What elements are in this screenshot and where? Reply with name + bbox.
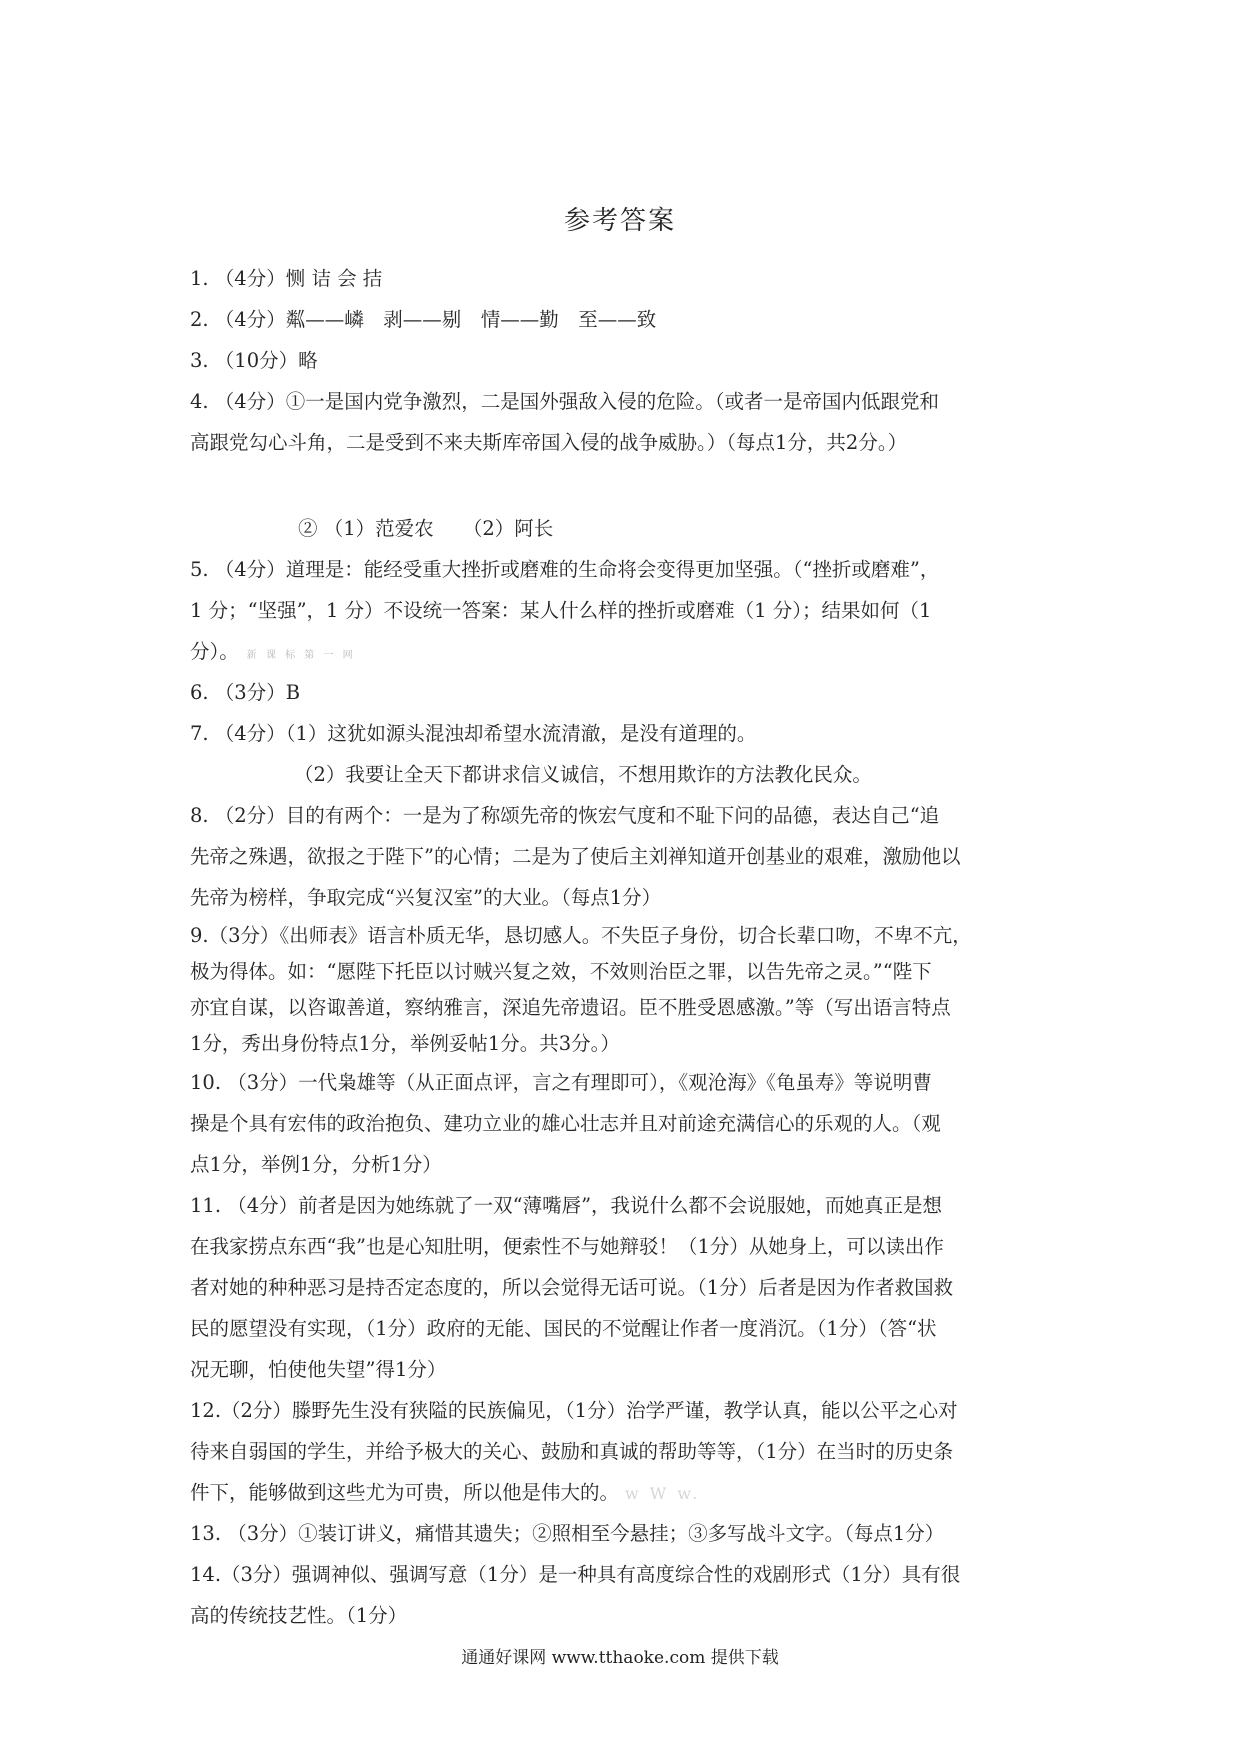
answer-list bbox=[190, 258, 1060, 1636]
answer-5-line-3 bbox=[190, 631, 1060, 672]
answer-8-line-2: 先帝之殊遇，欲报之于陛下”的心情；二是为了使后主刘禅知道开创基业的艰难，激励他以 bbox=[190, 845, 961, 868]
answer-4-line-2: 高跟党勾心斗角，二是受到不来夫斯库帝国入侵的战争威胁。）（每点1分，共2分。） bbox=[190, 431, 908, 454]
answer-5-line-1: 5. （4分）道理是：能经受重大挫折或磨难的生命将会变得更加坚强。（“挫折或磨难”， bbox=[190, 558, 940, 581]
answer-14-line-1: 14.（3分）强调神似、强调写意（1分）是一种具有高度综合性的戏剧形式（1分）具有很 bbox=[190, 1563, 961, 1586]
answer-9-line-1: 9.（3分）《出师表》语言朴质无华，恳切感人。不失臣子身份，切合长辈口吻，不卑不亢， bbox=[190, 924, 972, 947]
answer-2: 2. （4分）粼——嶙 剥——剔 情——勤 至——致 bbox=[190, 308, 657, 331]
answer-7-line-2: （2）我要让全天下都讲求信义诚信，不想用欺诈的方法教化民众。 bbox=[294, 763, 872, 786]
answer-12-line-1: 12.（2分）滕野先生没有狭隘的民族偏见，（1分）治学严谨，教学认真，能以公平之心对 bbox=[190, 1399, 958, 1422]
page-title: 参考答案 bbox=[563, 206, 676, 236]
answer-8-line-3: 先帝为榜样，争取完成“兴复汉室”的大业。（每点1分） bbox=[190, 886, 662, 909]
answer-11-line-3: 者对她的种种恶习是持否定态度的，所以会觉得无话可说。（1分）后者是因为作者救国救 bbox=[190, 1276, 954, 1299]
answer-11-line-4: 民的愿望没有实现，（1分）政府的无能、国民的不觉醒让作者一度消沉。（1分）（答“状 bbox=[190, 1317, 937, 1340]
answer-4-line-1: 4. （4分）①一是国内党争激烈，二是国外强敌入侵的危险。（或者一是帝国内低跟党和 bbox=[190, 390, 939, 413]
answer-10-line-2: 操是个具有宏伟的政治抱负、建功立业的雄心壮志并且对前途充满信心的乐观的人。（观 bbox=[190, 1112, 941, 1135]
answer-12-line-3-text: 件下，能够做到这些尤为可贵，所以他是伟大的。 bbox=[190, 1481, 620, 1504]
answer-1: 1. （4分）恻 诘 会 拮 bbox=[190, 267, 383, 290]
watermark-text: 新 课 标 第 一 网 bbox=[246, 650, 356, 661]
answer-9-line-2: 极为得体。如：“愿陛下托臣以讨贼兴复之效，不效则治臣之罪，以告先帝之灵。”“陛下 bbox=[190, 960, 932, 983]
answer-14-line-2: 高的传统技艺性。（1分） bbox=[190, 1604, 408, 1627]
answer-5-line-3-text: 分）。 bbox=[190, 640, 239, 663]
answer-9-line-4: 1分，秀出身份特点1分，举例妥帖1分。共3分。） bbox=[190, 1032, 620, 1055]
answer-11-line-2: 在我家捞点东西“我”也是心知肚明，便索性不与她辩驳！（1分）从她身上，可以读出作 bbox=[190, 1235, 944, 1258]
answer-5-line-2: 1 分；“坚强”，1 分）不设统一答案：某人什么样的挫折或磨难（1 分）；结果如何（1 bbox=[190, 599, 932, 622]
answer-11-line-5: 况无聊，怕使他失望”得1分） bbox=[190, 1358, 447, 1381]
answer-10-line-3: 点1分，举例1分，分析1分） bbox=[190, 1153, 442, 1176]
answer-8-line-1: 8. （2分）目的有两个：一是为了称颂先帝的恢宏气度和不耻下问的品德，表达自己“追 bbox=[190, 804, 940, 827]
answer-6: 6. （3分）B bbox=[190, 681, 301, 704]
answer-12-line-3 bbox=[190, 1472, 1060, 1513]
watermark-text: w W w. bbox=[625, 1484, 701, 1503]
answer-9-line-3: 亦宜自谋，以咨诹善道，察纳雅言，深追先帝遗诏。臣不胜受恩感激。”等（写出语言特点 bbox=[190, 996, 951, 1019]
spacer bbox=[190, 463, 1060, 508]
answer-10-line-1: 10. （3分）一代枭雄等（从正面点评，言之有理即可），《观沧海》《龟虽寿》等说明曹 bbox=[190, 1071, 932, 1094]
answer-12-line-2: 待来自弱国的学生，并给予极大的关心、鼓励和真诚的帮助等等，（1分）在当时的历史条 bbox=[190, 1440, 954, 1463]
answer-4-part-2: ② （1）范爱农 （2）阿长 bbox=[298, 517, 554, 540]
answer-7-line-1: 7. （4分）（1）这犹如源头混浊却希望水流清澈，是没有道理的。 bbox=[190, 722, 757, 745]
page-footer: 通通好课网 www.tthaoke.com 提供下载 bbox=[461, 1648, 779, 1668]
answer-3: 3. （10分）略 bbox=[190, 349, 318, 372]
answer-13: 13. （3分）①装订讲义，痛惜其遗失；②照相至今悬挂；③多写战斗文字。（每点1分） bbox=[190, 1522, 945, 1545]
answer-11-line-1: 11. （4分）前者是因为她练就了一双“薄嘴唇”，我说什么都不会说服她，而她真正是想 bbox=[190, 1194, 943, 1217]
